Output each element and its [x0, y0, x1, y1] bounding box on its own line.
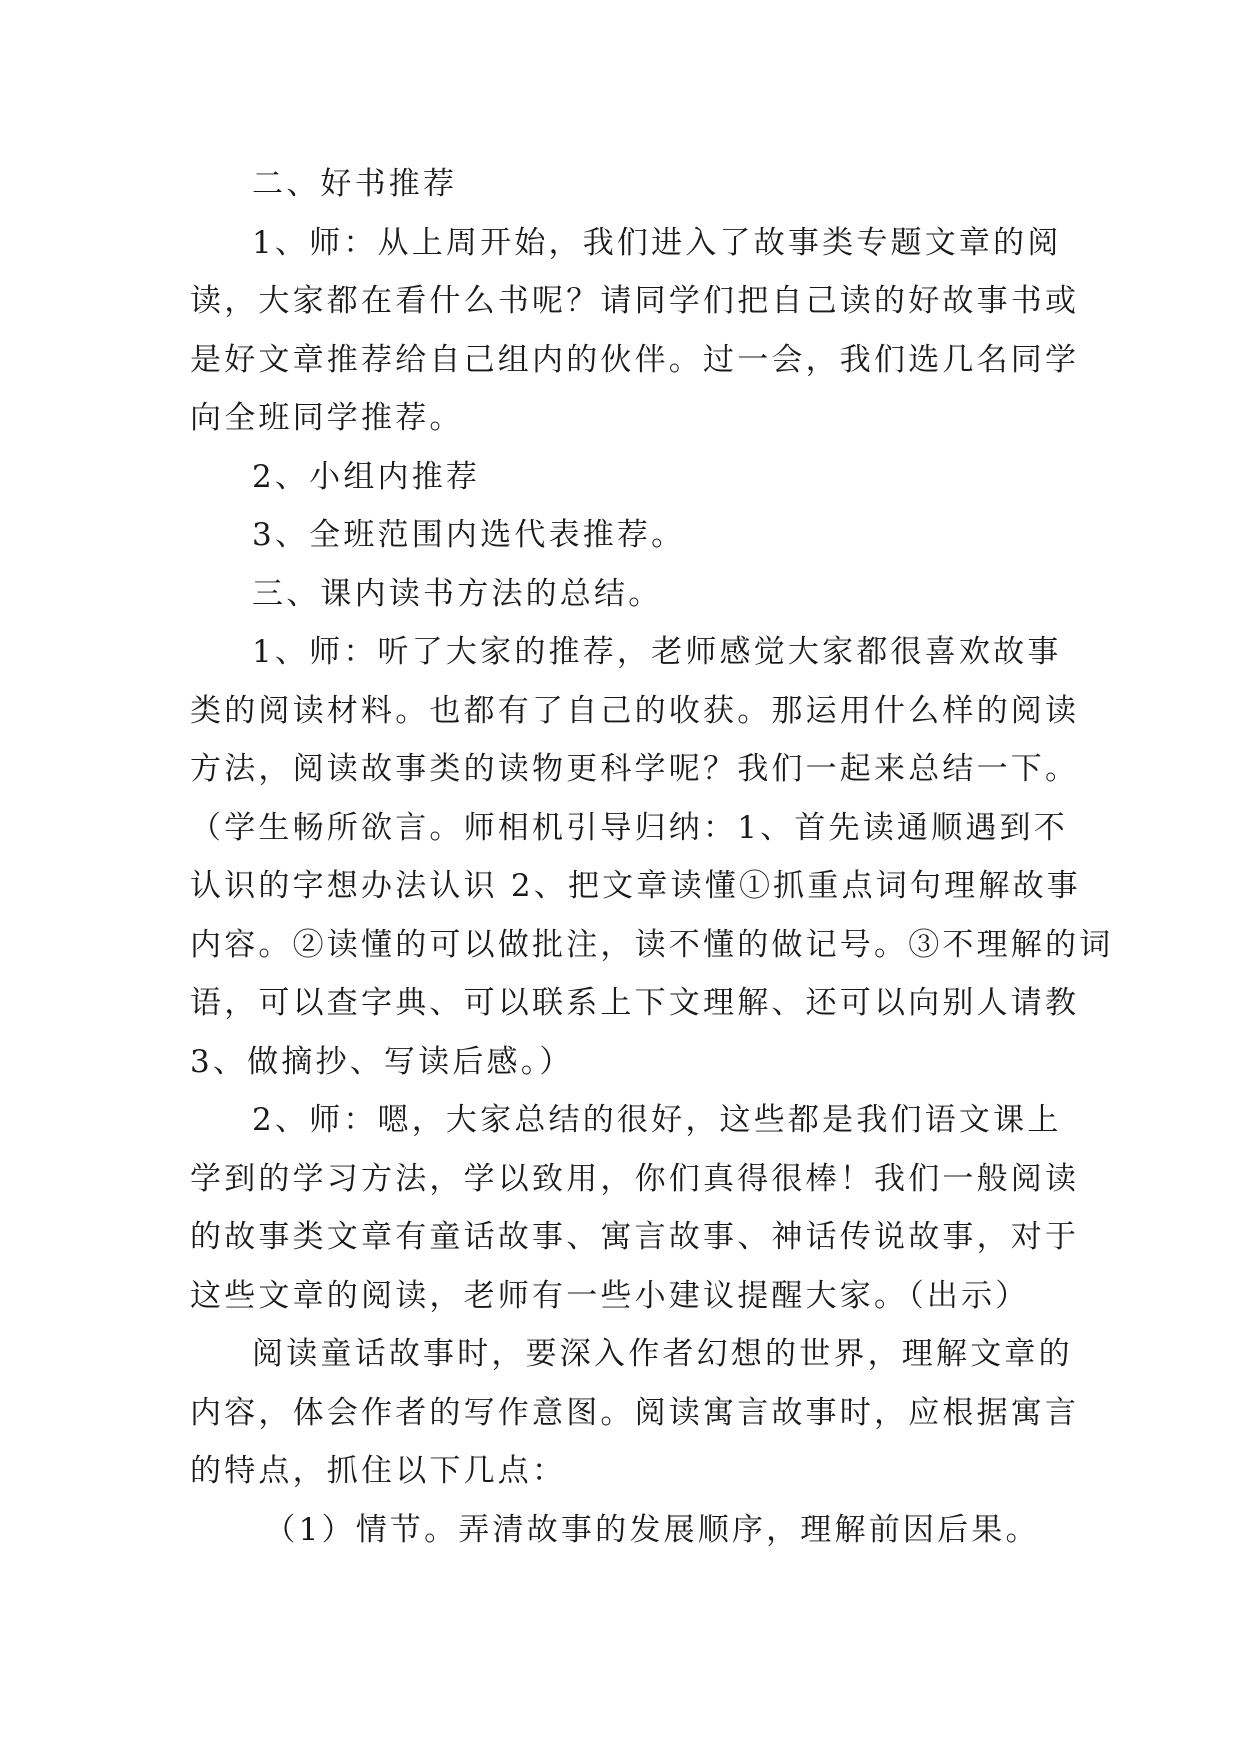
paragraph-teacher-intro: [190, 214, 1080, 448]
text-line: 二、好书推荐: [252, 166, 458, 202]
text-line: 认识的字想办法认识 2、把文章读懂①抓重点词句理解故事: [190, 868, 1081, 904]
text-line: 1、师：听了大家的推荐，老师感觉大家都很喜欢故事: [252, 634, 1062, 670]
text-line: 的故事类文章有童话故事、寓言故事、神话传说故事，对于: [190, 1219, 1080, 1255]
text-line: 2、师：嗯，大家总结的很好，这些都是我们语文课上: [252, 1102, 1062, 1138]
text-line: 三、课内读书方法的总结。: [252, 575, 663, 612]
text-line: 3、做摘抄、写读后感。）: [190, 1043, 574, 1080]
paragraph-teacher-summary: [190, 623, 1114, 1091]
text-line: 3、全班范围内选代表推荐。: [252, 517, 686, 553]
list-item-plot: [190, 1501, 1052, 1560]
text-line: 这些文章的阅读，老师有一些小建议提醒大家。（出示）: [190, 1277, 1030, 1314]
text-line: 类的阅读材料。也都有了自己的收获。那运用什么样的阅读: [190, 692, 1080, 729]
text-line: （1）情节。弄清故事的发展顺序，理解前因后果。: [264, 1511, 1040, 1548]
section-heading-reading-methods: [190, 565, 1052, 624]
section-heading-book-recommendation: [190, 155, 1052, 214]
document-page: [190, 155, 1114, 1559]
text-line: 学到的学习方法，学以致用，你们真得很棒！我们一般阅读: [190, 1160, 1080, 1197]
text-line: 语，可以查字典、可以联系上下文理解、还可以向别人请教: [190, 985, 1080, 1021]
text-line: 是好文章推荐给自己组内的伙伴。过一会，我们选几名同学: [190, 341, 1080, 378]
text-line: 2、小组内推荐: [252, 458, 481, 495]
text-line: （学生畅所欲言。师相机引导归纳：1、首先读通顺遇到不: [190, 809, 1068, 846]
text-line: 向全班同学推荐。: [190, 400, 464, 436]
text-line: 阅读童话故事时，要深入作者幻想的世界，理解文章的: [252, 1336, 1073, 1372]
text-line: 读，大家都在看什么书呢？请同学们把自己读的好故事书或: [190, 283, 1080, 319]
text-line: 的特点，抓住以下几点：: [190, 1453, 567, 1489]
text-line: 内容。②读懂的可以做批注，读不懂的做记号。③不理解的词: [190, 926, 1114, 963]
text-line: 方法，阅读故事类的读物更科学呢？我们一起来总结一下。: [190, 751, 1080, 787]
text-line: 1、师：从上周开始，我们进入了故事类专题文章的阅: [252, 224, 1062, 261]
paragraph-group-recommend: [190, 448, 1052, 507]
paragraph-teacher-suggestions: [190, 1091, 1080, 1325]
paragraph-class-recommend: [190, 506, 1052, 565]
text-line: 内容，体会作者的写作意图。阅读寓言故事时，应根据寓言: [190, 1394, 1080, 1431]
paragraph-reading-tips: [190, 1325, 1080, 1501]
